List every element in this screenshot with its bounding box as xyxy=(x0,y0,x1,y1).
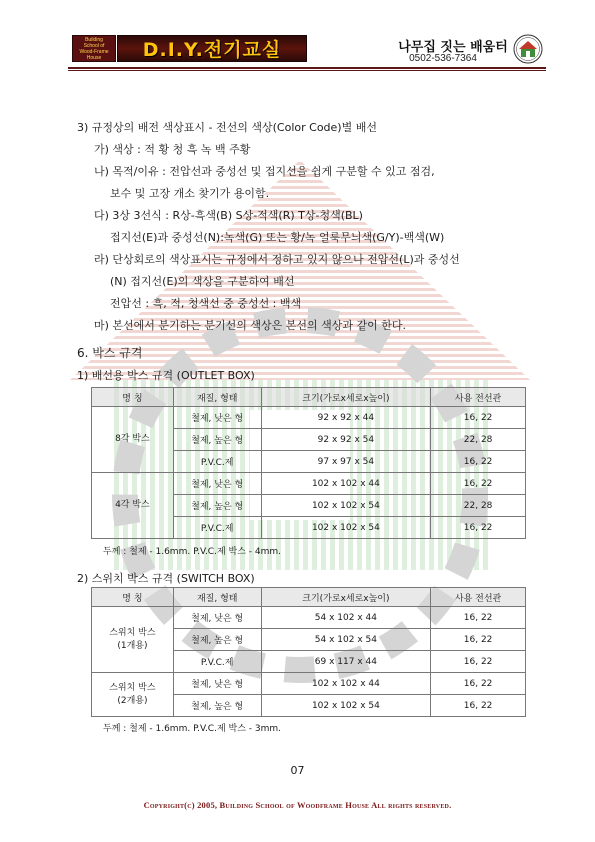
logo-line: Wood-Frame xyxy=(79,49,109,55)
conduit-cell: 16, 22 xyxy=(431,473,526,495)
material-cell: 철제, 낮은 형 xyxy=(173,673,261,695)
material-cell: P.V.C.제 xyxy=(173,651,261,673)
brand-name: 나무집 짓는 배움터 xyxy=(398,40,508,55)
header-rule xyxy=(68,67,546,69)
size-cell: 54 x 102 x 54 xyxy=(261,629,431,651)
box-name xyxy=(92,607,174,673)
column-header: 크기(가로x세로x높이) xyxy=(261,388,431,407)
size-cell: 97 x 97 x 54 xyxy=(261,451,431,473)
size-cell: 102 x 102 x 44 xyxy=(261,473,431,495)
conduit-cell: 16, 22 xyxy=(431,517,526,539)
conduit-cell: 16, 22 xyxy=(431,451,526,473)
list-item: 나) 목적/이유 : 전압선과 중성선 및 접지선을 쉽게 구분할 수 있고 점검, xyxy=(94,165,435,178)
list-item: 보수 및 고장 개소 찾기가 용이함. xyxy=(110,187,270,200)
box-name-line: (1개용) xyxy=(117,640,148,651)
size-cell: 102 x 102 x 54 xyxy=(261,695,431,717)
table-header-row xyxy=(92,588,526,607)
box-name: 8각 박스 xyxy=(92,407,174,473)
size-cell: 102 x 102 x 54 xyxy=(261,517,431,539)
house-seal-icon xyxy=(513,34,543,64)
table-row xyxy=(92,473,526,495)
section-heading: 3) 규정상의 배전 색상표시 - 전선의 색상(Color Code)별 배선 xyxy=(77,121,377,134)
conduit-cell: 16, 22 xyxy=(431,629,526,651)
box-name-line: (2개용) xyxy=(117,695,148,706)
table-row xyxy=(92,607,526,629)
table-row xyxy=(92,407,526,429)
logo-line: School of xyxy=(83,43,105,49)
list-item: 전압선 : 흑, 적, 청색선 중 중성선 : 백색 xyxy=(110,297,302,310)
conduit-cell: 22, 28 xyxy=(431,495,526,517)
size-cell: 102 x 102 x 54 xyxy=(261,495,431,517)
column-header: 사용 전선관 xyxy=(431,588,526,607)
switch-box-table xyxy=(91,587,526,717)
table-title: 1) 배선용 박스 규격 (OUTLET BOX) xyxy=(77,369,255,382)
column-header: 재질, 형태 xyxy=(173,388,261,407)
material-cell: 철제, 낮은 형 xyxy=(173,407,261,429)
size-cell: 54 x 102 x 44 xyxy=(261,607,431,629)
conduit-cell: 16, 22 xyxy=(431,607,526,629)
box-name-line: 스위치 박스 xyxy=(109,682,156,693)
table-row xyxy=(92,673,526,695)
size-cell: 92 x 92 x 54 xyxy=(261,429,431,451)
header-rule xyxy=(68,70,546,71)
column-header: 재질, 형태 xyxy=(173,588,261,607)
logo-line: House xyxy=(86,55,102,61)
material-cell: 철제, 높은 형 xyxy=(173,629,261,651)
conduit-cell: 16, 22 xyxy=(431,673,526,695)
list-item: 다) 3상 3선식 : R상-흑색(B) S상-적색(R) T상-청색(BL) xyxy=(94,209,363,222)
size-cell: 92 x 92 x 44 xyxy=(261,407,431,429)
material-cell: 철제, 낮은 형 xyxy=(173,607,261,629)
size-cell: 69 x 117 x 44 xyxy=(261,651,431,673)
list-item: 가) 색상 : 적 황 청 흑 녹 백 주황 xyxy=(94,143,251,156)
material-cell: 철제, 낮은 형 xyxy=(173,473,261,495)
conduit-cell: 16, 22 xyxy=(431,407,526,429)
list-item: 라) 단상회로의 색상표시는 규정에서 정하고 있지 않으나 전압선(L)과 중성선 xyxy=(94,253,460,266)
page-number: 07 xyxy=(290,764,305,777)
column-header: 명 칭 xyxy=(92,388,174,407)
material-cell: 철제, 높은 형 xyxy=(173,429,261,451)
conduit-cell: 22, 28 xyxy=(431,429,526,451)
size-cell: 102 x 102 x 44 xyxy=(261,673,431,695)
school-logo xyxy=(72,35,116,62)
title-banner xyxy=(117,35,307,62)
material-cell: 철제, 높은 형 xyxy=(173,695,261,717)
box-name: 4각 박스 xyxy=(92,473,174,539)
material-cell: P.V.C.제 xyxy=(173,451,261,473)
box-name xyxy=(92,673,174,717)
material-cell: P.V.C.제 xyxy=(173,517,261,539)
brand-phone: 0502-536-7364 xyxy=(409,53,477,64)
logo-line: Building xyxy=(85,37,103,43)
conduit-cell: 16, 22 xyxy=(431,651,526,673)
section-title: 6. 박스 규격 xyxy=(77,346,143,360)
list-item: 마) 본선에서 분기하는 분기선의 색상은 본선의 색상과 같이 한다. xyxy=(94,319,407,332)
table-title: 2) 스위치 박스 규격 (SWITCH BOX) xyxy=(77,572,255,585)
column-header: 크기(가로x세로x높이) xyxy=(261,588,431,607)
table-header-row xyxy=(92,388,526,407)
copyright-notice: Copyright(c) 2005, Building School of Woodframe House All rights reserved. xyxy=(143,800,452,810)
banner-title: D.I.Y.전기교실 xyxy=(142,39,282,61)
thickness-note: 두께 : 철제 - 1.6mm. P.V.C.제 박스 - 3mm. xyxy=(103,724,281,734)
column-header: 명 칭 xyxy=(92,588,174,607)
material-cell: 철제, 높은 형 xyxy=(173,495,261,517)
conduit-cell: 16, 22 xyxy=(431,695,526,717)
list-item: 접지선(E)과 중성선(N):녹색(G) 또는 황/녹 얼룩무늬색(G/Y)-백색(W) xyxy=(110,231,445,244)
box-name-line: 스위치 박스 xyxy=(109,627,156,638)
thickness-note: 두께 : 철제 - 1.6mm. P.V.C.제 박스 - 4mm. xyxy=(103,547,281,557)
list-item: (N) 접지선(E)의 색상을 구분하여 배선 xyxy=(110,275,295,288)
outlet-box-table xyxy=(91,387,526,539)
column-header: 사용 전선관 xyxy=(431,388,526,407)
